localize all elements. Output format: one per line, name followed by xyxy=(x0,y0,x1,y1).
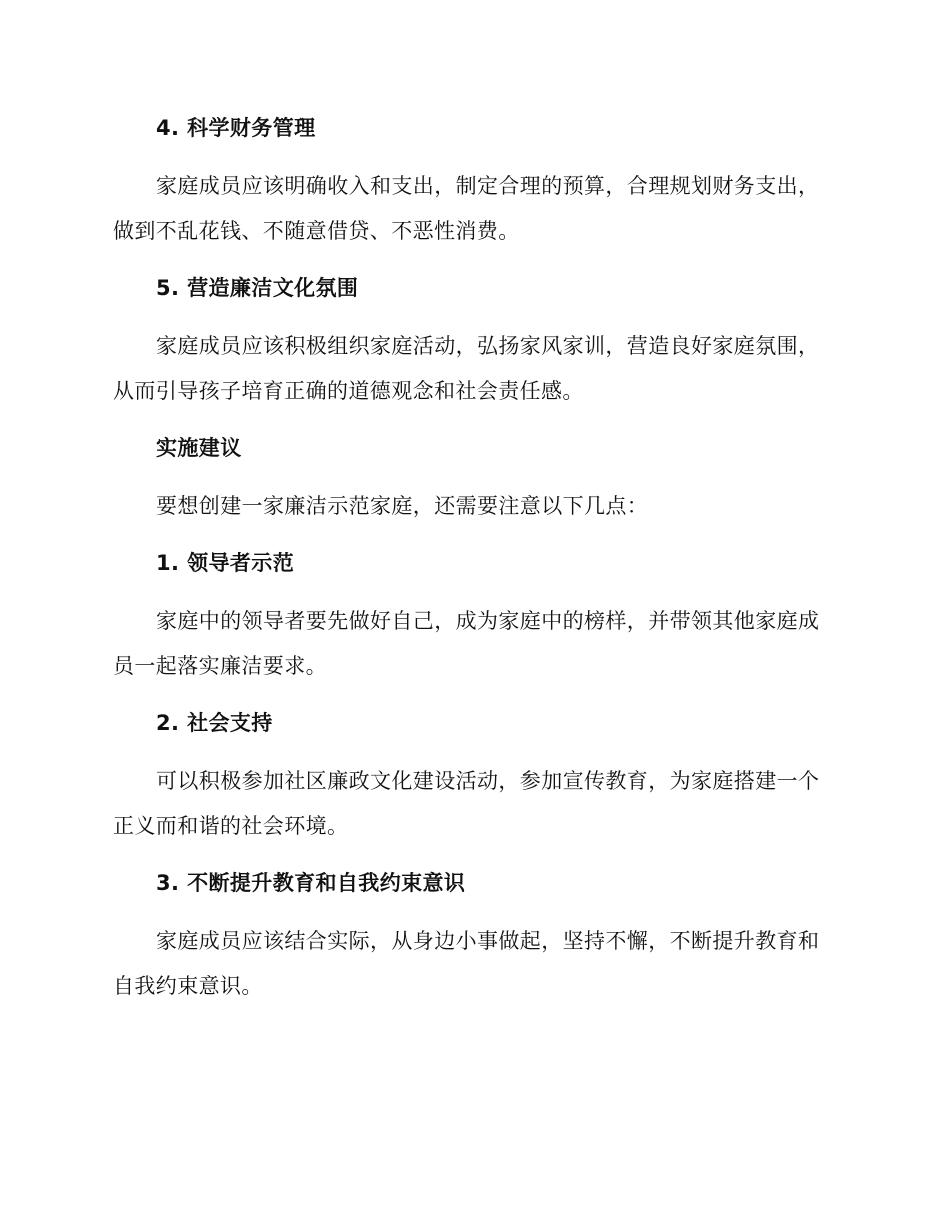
paragraph-line: 要想创建一家廉洁示范家庭，还需要注意以下几点： xyxy=(156,494,649,518)
paragraph-line: 可以积极参加社区廉政文化建设活动，参加宣传教育，为家庭搭建一个 xyxy=(156,769,820,793)
section-heading: 1. 领导者示范 xyxy=(156,551,295,575)
section-heading: 5. 营造廉洁文化氛围 xyxy=(156,276,359,300)
paragraph-line: 从而引导孩子培育正确的道德观念和社会责任感。 xyxy=(113,379,584,403)
section-heading: 4. 科学财务管理 xyxy=(156,116,316,140)
paragraph-line: 做到不乱花钱、不随意借贷、不恶性消费。 xyxy=(113,219,520,243)
paragraph-line: 员一起落实廉洁要求。 xyxy=(113,654,327,678)
paragraph-line: 家庭中的领导者要先做好自己，成为家庭中的榜样，并带领其他家庭成 xyxy=(156,609,820,633)
section-heading: 实施建议 xyxy=(156,436,242,460)
paragraph-line: 家庭成员应该明确收入和支出，制定合理的预算，合理规划财务支出， xyxy=(156,174,820,198)
paragraph-line: 自我约束意识。 xyxy=(113,974,263,998)
section-heading: 2. 社会支持 xyxy=(156,711,273,735)
paragraph-line: 家庭成员应该结合实际，从身边小事做起，坚持不懈，不断提升教育和 xyxy=(156,929,820,953)
section-heading: 3. 不断提升教育和自我约束意识 xyxy=(156,871,466,895)
paragraph-line: 家庭成员应该积极组织家庭活动，弘扬家风家训，营造良好家庭氛围， xyxy=(156,334,820,358)
paragraph-line: 正义而和谐的社会环境。 xyxy=(113,814,349,838)
